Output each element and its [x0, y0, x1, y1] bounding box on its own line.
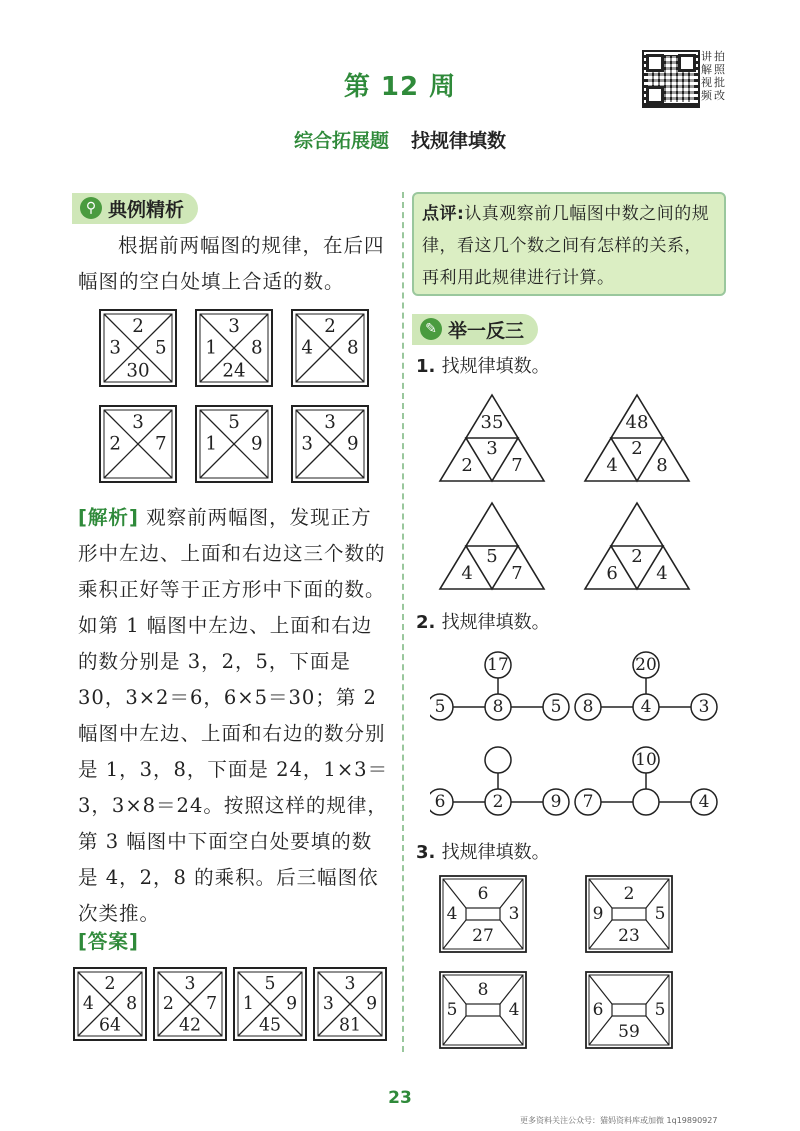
triangle-figure [585, 503, 689, 589]
remark-label: 点评 [422, 204, 457, 224]
cross-figure [430, 652, 569, 720]
problem-3-heading: 3. 找规律填数。 [416, 842, 550, 863]
triangle-middle-value: 2 [631, 545, 643, 567]
cross-right-value: 3 [698, 697, 710, 717]
answer-heading: [答案] [78, 930, 139, 953]
square-right-value: 5 [154, 337, 167, 359]
triangle-figure [440, 503, 544, 589]
rect-top-value: 2 [623, 884, 635, 904]
square-right-value: 9 [366, 994, 378, 1014]
pencil-icon: ✎ [420, 318, 442, 340]
rect-right-value: 4 [508, 1000, 520, 1020]
triangle-left-value: 2 [461, 455, 473, 477]
page-number: 23 [388, 1088, 412, 1108]
week-title: 第 12 周 [343, 72, 457, 102]
example-square [292, 406, 368, 482]
square-right-value: 9 [346, 433, 359, 455]
rect-right-value: 5 [654, 904, 666, 924]
rect-right-value: 3 [508, 904, 520, 924]
triangle-middle-value: 2 [631, 437, 643, 459]
square-right-value: 9 [250, 433, 263, 455]
rect-figure [586, 876, 672, 952]
square-bottom-value: 45 [259, 1015, 281, 1036]
cross-right-value: 5 [550, 697, 562, 717]
triangle-left-value: 4 [461, 563, 473, 585]
triangle-figure [440, 395, 544, 481]
rect-left-value: 6 [592, 1000, 604, 1020]
cross-left-value: 5 [434, 697, 446, 717]
cross-top-value: 10 [635, 750, 657, 770]
square-left-value: 3 [109, 337, 122, 359]
triangle-top-value: 35 [480, 412, 504, 434]
square-top-value: 2 [104, 973, 116, 994]
column-divider [402, 192, 404, 1052]
cross-right-value: 9 [550, 792, 562, 812]
footer-note: 更多资料关注公众号：猫妈资料库或加微 1q19890927 [520, 1116, 718, 1125]
answer-square [234, 968, 306, 1040]
practice-tag: ✎ 举一反三 [412, 313, 538, 345]
topic-label: 找规律填数 [411, 130, 507, 152]
square-top-value: 2 [324, 316, 336, 338]
square-bottom-value: 24 [222, 360, 246, 382]
square-bottom-value: 81 [339, 1015, 361, 1036]
square-bottom-value: 30 [126, 360, 150, 382]
example-square [100, 406, 176, 482]
example-square [196, 406, 272, 482]
square-top-value: 5 [228, 412, 240, 434]
rect-bottom-value: 59 [618, 1022, 640, 1042]
answer-square [314, 968, 386, 1040]
rect-top-value: 8 [477, 980, 489, 1000]
answer-squares [72, 966, 397, 1044]
cross-left-value: 8 [582, 697, 594, 717]
magnifier-icon: ⚲ [80, 197, 102, 219]
square-right-value: 8 [250, 337, 263, 359]
answer-square [154, 968, 226, 1040]
square-left-value: 4 [301, 337, 314, 359]
square-top-value: 5 [264, 973, 276, 994]
square-top-value: 3 [228, 316, 240, 338]
rect-left-value: 4 [446, 904, 458, 924]
cross-figure [430, 747, 569, 815]
analysis-block: [解析] 观察前两幅图，发现正方形中左边、上面和右边这三个数的乘积正好等于正方形中下面的数。如第 1 幅图中左边、上面和右边的数分别是 3，2，5，下面是 30，3×2＝6，6×5＝30；第 2 幅图中左边、上面和右边的数分别是 1，3，8，下面是 24，1×3＝3，3×8＝24。按照这样的规律，第 3 幅图中下面空白处要填的数是 4，2，8 的乘积。后三幅图依次类推。 [78, 506, 389, 925]
remark-text: 认真观察前几幅图中数之间的规律，看这几个数之间有怎样的关系，再利用此规律进行计算。 [422, 204, 710, 288]
rect-top-value: 6 [477, 884, 489, 904]
rect-left-value: 9 [592, 904, 604, 924]
cross-middle-value: 4 [640, 697, 652, 717]
square-left-value: 1 [205, 433, 218, 455]
category-label: 综合拓展题 [293, 130, 389, 152]
remark-box: 点评:认真观察前几幅图中数之间的规律，看这几个数之间有怎样的关系，再利用此规律进行计算。 [412, 192, 726, 296]
triangle-middle-value: 5 [486, 545, 498, 567]
problem-1-heading: 1. 找规律填数。 [416, 356, 550, 377]
cross-left-value: 6 [434, 792, 446, 812]
analysis-text: 观察前两幅图，发现正方形中左边、上面和右边这三个数的乘积正好等于正方形中下面的数。如第 1 幅图中左边、上面和右边的数分别是 3，2，5，下面是 30，3×2＝6，6×5＝30；第 2 幅图中左边、上面和右边的数分别是 1，3，8，下面是 24，1×3＝3，3×8＝24。按照这样的规律，第 3 幅图中下面空白处要填的数是 4，2，8 的乘积。后三幅图依次类推。 [78, 506, 389, 925]
square-top-value: 3 [344, 973, 356, 994]
example-question: 根据前两幅图的规律，在后四幅图的空白处填上合适的数。 [78, 234, 385, 293]
rect-right-value: 5 [654, 1000, 666, 1020]
example-square [292, 310, 368, 386]
qr-label: 讲 拍 解 照 视 批 频 改 [701, 50, 725, 102]
answer-square [74, 968, 146, 1040]
triangle-top-value: 48 [625, 412, 649, 434]
square-top-value: 3 [132, 412, 144, 434]
square-right-value: 8 [346, 337, 359, 359]
rect-left-value: 5 [446, 1000, 458, 1020]
triangle-figures [430, 390, 710, 600]
rect-figure [440, 876, 526, 952]
square-right-value: 9 [286, 994, 298, 1014]
triangle-middle-value: 3 [486, 437, 498, 459]
square-left-value: 2 [162, 994, 174, 1014]
square-left-value: 2 [109, 433, 122, 455]
page-subtitle [0, 126, 800, 153]
rect-figure [586, 972, 672, 1048]
triangle-left-value: 4 [606, 455, 618, 477]
cross-top-value: 20 [635, 655, 657, 675]
square-right-value: 8 [126, 994, 138, 1014]
square-top-value: 2 [132, 316, 144, 338]
rect-figure [440, 972, 526, 1048]
square-left-value: 3 [301, 433, 314, 455]
rect-figures [430, 872, 720, 1052]
triangle-right-value: 7 [511, 563, 523, 585]
example-tag: ⚲ 典例精析 [72, 192, 198, 224]
cross-middle-value: 8 [492, 697, 504, 717]
triangle-figure [585, 395, 689, 481]
triangle-right-value: 8 [656, 455, 668, 477]
problem-2-heading: 2. 找规律填数。 [416, 612, 550, 633]
square-right-value: 7 [154, 433, 167, 455]
square-left-value: 1 [242, 994, 254, 1014]
cross-figure [575, 652, 717, 720]
example-squares [95, 305, 385, 485]
cross-top-value: 17 [487, 655, 509, 675]
example-square [196, 310, 272, 386]
cross-figures [430, 645, 720, 830]
triangle-right-value: 4 [656, 563, 668, 585]
cross-middle-value: 2 [492, 792, 504, 812]
square-top-value: 3 [324, 412, 336, 434]
square-bottom-value: 64 [99, 1015, 121, 1036]
cross-right-value: 4 [698, 792, 710, 812]
cross-left-value: 7 [582, 792, 594, 812]
square-bottom-value: 42 [179, 1015, 201, 1036]
example-square [100, 310, 176, 386]
rect-bottom-value: 27 [472, 926, 494, 946]
cross-figure [575, 747, 717, 815]
analysis-label: 解析 [87, 506, 129, 529]
square-right-value: 7 [206, 994, 218, 1014]
triangle-left-value: 6 [606, 563, 618, 585]
qr-code[interactable] [642, 50, 700, 108]
square-left-value: 4 [82, 994, 94, 1014]
square-left-value: 3 [322, 994, 334, 1014]
triangle-right-value: 7 [511, 455, 523, 477]
square-top-value: 3 [184, 973, 196, 994]
rect-bottom-value: 23 [618, 926, 640, 946]
square-left-value: 1 [205, 337, 218, 359]
